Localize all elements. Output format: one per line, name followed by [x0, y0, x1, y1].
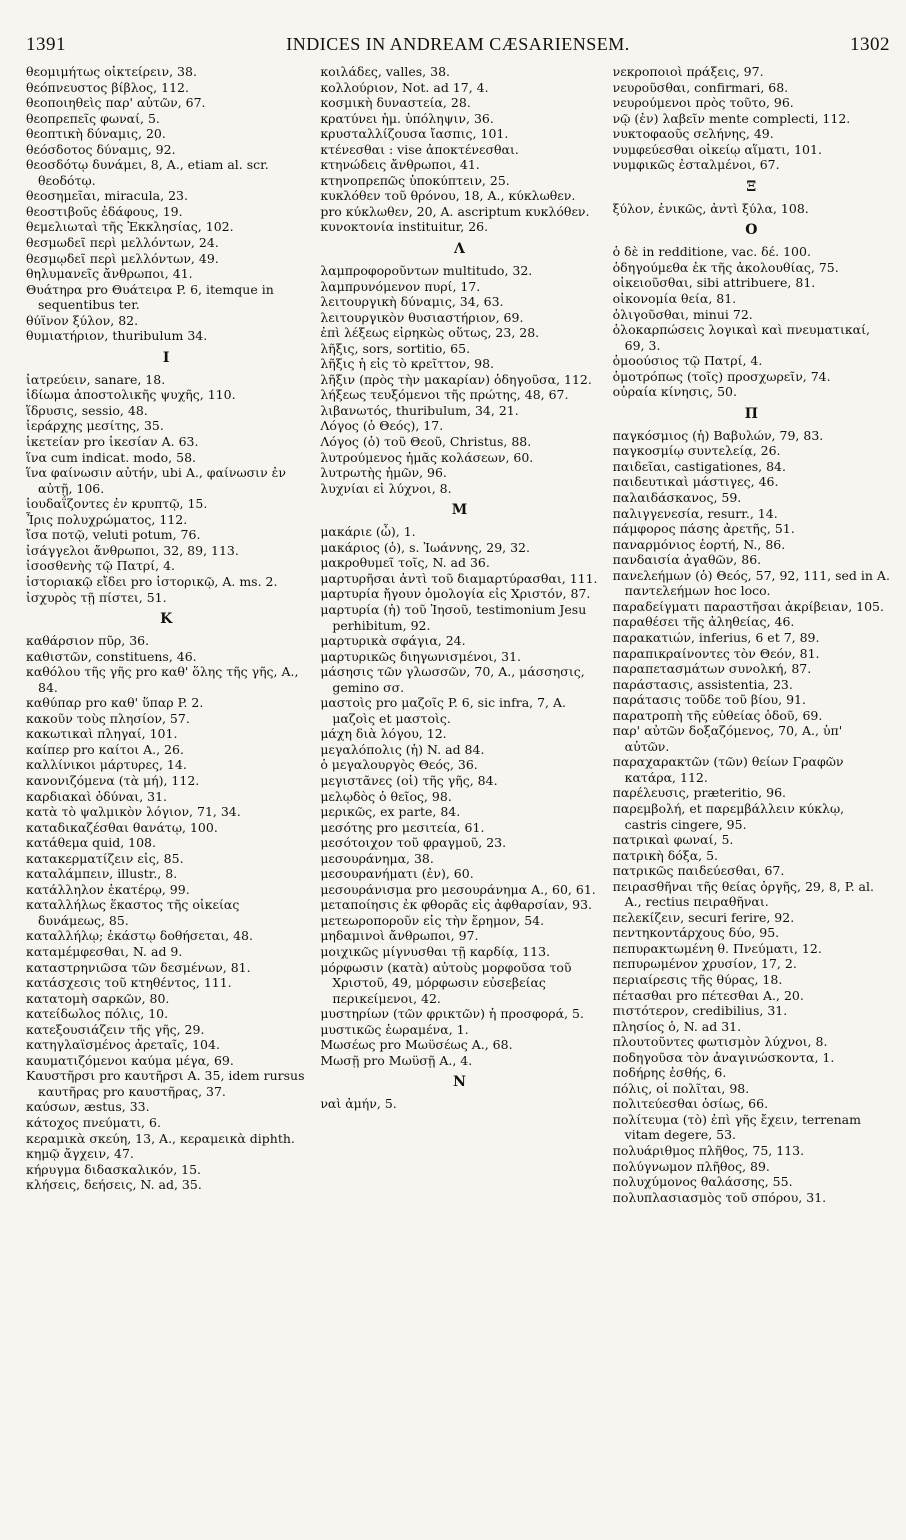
index-entry: παγκοσμίῳ συντελείᾳ, 26. — [612, 443, 781, 459]
index-column-3 — [613, 64, 890, 1205]
index-entry: πανελεήμων (ὁ) Θεός, 57, 92, 111, sed in A. παντελεήμων hoc loco. — [612, 567, 890, 599]
index-entry: μυστηρίων (τῶν φρικτῶν) ἡ προσφορά, 5. — [320, 1006, 584, 1022]
index-entry: μακάριος (ὁ), s. Ἰωάννης, 29, 32. — [320, 539, 530, 555]
index-entry: μαρτυρῆσαι ἀντὶ τοῦ διαμαρτύρασθαι, 111. — [320, 570, 598, 586]
section-letter: N — [453, 1074, 466, 1091]
index-entry: πολύγνωμον πλῆθος, 89. — [612, 1158, 770, 1174]
index-entry: καύσων, æstus, 33. — [26, 1099, 150, 1115]
index-column-2 — [320, 64, 598, 1205]
index-entry: κατάσχεσις τοῦ κτηθέντος, 111. — [26, 975, 232, 991]
index-entry: ὁμοούσιος τῷ Πατρί, 4. — [612, 353, 763, 369]
index-entry: μάχη διὰ λόγου, 12. — [320, 726, 447, 742]
index-entry: πανδαισία ἀγαθῶν, 86. — [612, 552, 762, 568]
index-entry: κτηνοπρεπῶς ὑποκύπτειν, 25. — [320, 172, 510, 188]
index-entry: καθύπαρ pro καθ' ὕπαρ P. 2. — [26, 695, 204, 711]
index-entry: καλλίνικοι μάρτυρες, 14. — [26, 757, 187, 773]
index-entry: κεραμικὰ σκεύη, 13, A., κεραμεικὰ diphth. — [26, 1130, 295, 1146]
index-entry: παραπικραίνοντες τὸν Θεόν, 81. — [612, 645, 820, 661]
index-entry: παλιγγενεσία, resurr., 14. — [612, 505, 778, 521]
index-entry: παράστασις, assistentia, 23. — [612, 676, 793, 692]
index-entry: ἰσοσθενὴς τῷ Πατρί, 4. — [26, 558, 176, 574]
index-entry: κυνοκτονία instituitur, 26. — [320, 219, 489, 235]
index-entry: κλήσεις, δεήσεις, N. ad, 35. — [26, 1177, 202, 1193]
index-entry: λήξεως τευξόμενοι τῆς πρώτης, 48, 67. — [320, 387, 569, 403]
left-page-number: 1391 — [26, 34, 66, 55]
index-entry: κρατύνει ἡμ. ὑπόληψιν, 36. — [320, 110, 494, 126]
index-entry: μυστικῶς ἑωραμένα, 1. — [320, 1021, 469, 1037]
index-entry: καταλλήλῳ; ἑκάστῳ δοθήσεται, 48. — [26, 928, 253, 944]
index-entry: ἵνα cum indicat. modo, 58. — [26, 449, 196, 465]
index-entry: ναὶ ἀμήν, 5. — [320, 1096, 397, 1112]
index-entry: μάσησις τῶν γλωσσῶν, 70, A., μάσσησις, gemino σσ. — [320, 664, 585, 695]
index-entry: λῆξιν (πρὸς τὴν μακαρίαν) ὁδηγοῦσα, 112. — [320, 371, 592, 387]
index-entry: καταστρηνιῶσα τῶν δεσμένων, 81. — [26, 959, 251, 975]
index-entry: Λόγος (ὁ) τοῦ Θεοῦ, Christus, 88. — [320, 434, 532, 450]
index-entry: ὁλοκαρπώσεις λογικαὶ καὶ πνευματικαί, 69, 3. — [612, 322, 870, 353]
index-entry: μεγιστᾶνες (οἱ) τῆς γῆς, 84. — [320, 772, 498, 788]
index-entry: κολλούριον, Not. ad 17, 4. — [320, 79, 489, 95]
index-entry: μοιχικῶς μίγνυσθαι τῇ καρδίᾳ, 113. — [320, 943, 551, 959]
index-entry: παράτασις τοῦδε τοῦ βίου, 91. — [612, 692, 806, 708]
index-entry: λῆξις ἡ εἰς τὸ κρεῖττον, 98. — [320, 356, 495, 372]
index-entry: πλησίος ὁ, N. ad 31. — [612, 1018, 742, 1034]
index-columns — [26, 64, 890, 1205]
index-entry: ὁ δὲ in redditione, vac. δέ. 100. — [612, 244, 811, 260]
index-entry: καταλλήλως ἕκαστος τῆς οἰκείας δυνάμεως, 85. — [26, 897, 240, 928]
index-entry: πεπυρωμένον χρυσίον, 17, 2. — [612, 956, 797, 972]
index-entry: κακωτικαὶ πληγαί, 101. — [26, 726, 178, 742]
section-letter: M — [451, 502, 468, 519]
index-entry: οἰκονομία θεία, 81. — [612, 291, 737, 307]
index-entry: καθιστῶν, constituens, 46. — [26, 648, 197, 664]
right-page-number: 1302 — [850, 34, 890, 55]
index-entry: μεγαλόπολις (ἡ) N. ad 84. — [320, 741, 485, 757]
index-entry: μεσουρανήματι (ἐν), 60. — [320, 866, 474, 882]
index-entry: κατὰ τὸ ψαλμικὸν λόγιον, 71, 34. — [26, 804, 241, 820]
index-entry: Μωσῇ pro Μωϋσῇ A., 4. — [320, 1052, 473, 1068]
index-entry: θεομιμήτως οἰκτείρειν, 38. — [26, 64, 197, 79]
index-entry: ὁμοτρόπως (τοῖς) προσχωρεῖν, 74. — [612, 368, 831, 384]
index-entry: λῆξις, sors, sortitio, 65. — [320, 340, 471, 356]
index-entry: Λόγος (ὁ Θεός), 17. — [320, 418, 444, 434]
index-entry: παρακατιών, inferius, 6 et 7, 89. — [612, 629, 820, 645]
index-entry: θεοσημεῖαι, miracula, 23. — [26, 188, 188, 204]
index-entry: μαρτυρικῶς διηγωνισμένοι, 31. — [320, 648, 522, 664]
index-entry: παναρμόνιος ἑορτή, N., 86. — [612, 536, 786, 552]
index-entry: ἰατρεύειν, sanare, 18. — [26, 371, 166, 387]
section-letter: Λ — [454, 241, 465, 258]
index-entry: πεπυρακτωμένη θ. Πνεύματι, 12. — [612, 940, 822, 956]
index-entry: πελεκίζειν, securi ferire, 92. — [612, 909, 795, 925]
index-entry: λαμπρυνόμενον πυρί, 17. — [320, 278, 481, 294]
section-letter: Π — [744, 405, 758, 422]
index-entry: μαρτυρικὰ σφάγια, 24. — [320, 633, 466, 649]
index-entry: ἐπὶ λέξεως εἰρηκὼς οὕτως, 23, 28. — [320, 325, 540, 341]
index-entry: ξύλον, ἑνικῶς, ἀντὶ ξύλα, 108. — [612, 200, 809, 216]
index-entry: pro κύκλωθεν, 20, A. ascriptum κυκλόθεν. — [320, 203, 590, 219]
index-entry: Καυστῆρσι pro καυτῆρσι A. 35, idem rursus καυτῆρας pro καυστῆρας, 37. — [26, 1068, 305, 1099]
index-entry: θεόσδοτος δύναμις, 92. — [26, 141, 176, 157]
index-column-1 — [26, 64, 306, 1205]
index-entry: μακροθυμεῖ τοῖς, N. ad 36. — [320, 555, 490, 571]
index-entry: πόλις, οἱ πολῖται, 98. — [612, 1080, 750, 1096]
index-entry: καταδικαζέσθαι θανάτῳ, 100. — [26, 819, 218, 835]
index-entry: κημῷ ἄγχειν, 47. — [26, 1146, 134, 1162]
index-entry: οὐραία κίνησις, 50. — [612, 384, 737, 400]
index-entry: μερικῶς, ex parte, 84. — [320, 804, 461, 820]
index-entry: ποδήρης ἐσθής, 6. — [612, 1065, 727, 1081]
index-entry: οἰκειοῦσθαι, sibi attribuere, 81. — [612, 275, 816, 291]
index-entry: θηλυμανεῖς ἄνθρωποι, 41. — [26, 266, 193, 282]
index-entry: παρατροπὴ τῆς εὐθείας ὁδοῦ, 69. — [612, 707, 823, 723]
index-entry: πολίτευμα (τὸ) ἐπὶ γῆς ἔχειν, terrenam vitam degere, 53. — [612, 1111, 861, 1143]
index-entry: μεσουράνημα, 38. — [320, 850, 434, 866]
index-entry: παιδεῖαι, castigationes, 84. — [612, 458, 786, 474]
index-entry: πεντηκοντάρχους δύο, 95. — [612, 925, 780, 941]
index-entry: παραπετασμάτων συνολκή, 87. — [612, 661, 812, 677]
index-entry: παγκόσμιος (ἡ) Βαβυλών, 79, 83. — [612, 427, 824, 443]
index-entry: καταλάμπειν, illustr., 8. — [26, 866, 178, 882]
index-entry: μεσότης pro μεσιτεία, 61. — [320, 819, 485, 835]
index-entry: νευρούμενοι πρὸς τοῦτο, 96. — [612, 95, 794, 111]
index-entry: νυκτοφαοῦς σελήνης, 49. — [612, 126, 774, 142]
index-entry: θεσμωδεῖ περὶ μελλόντων, 24. — [26, 235, 219, 251]
index-entry: ἱστοριακῷ εἴδει pro ἱστορικῷ, A. ms. 2. — [26, 573, 278, 589]
index-entry: κατατομὴ σαρκῶν, 80. — [26, 990, 170, 1006]
index-entry: παραχαρακτῶν (τῶν) θείων Γραφῶν κατάρα, 112. — [612, 754, 844, 785]
index-entry: θεοστιβοῦς ἐδάφους, 19. — [26, 203, 183, 219]
index-entry: κυκλόθεν τοῦ θρόνου, 18, A., κύκλωθεν. — [320, 188, 576, 204]
page-header — [26, 34, 890, 62]
index-entry: ὀλιγοῦσθαι, minui 72. — [612, 306, 753, 322]
index-entry: καίπερ pro καίτοι A., 26. — [26, 741, 184, 757]
index-entry: πολιτεύεσθαι ὁσίως, 66. — [612, 1096, 769, 1112]
index-entry: κατάλληλον ἑκατέρῳ, 99. — [26, 881, 190, 897]
index-entry: θεμελιωταὶ τῆς Ἐκκλησίας, 102. — [26, 219, 234, 235]
index-entry: πολυπλασιασμὸς τοῦ σπόρου, 31. — [612, 1189, 827, 1205]
index-entry: μηδαμινοὶ ἄνθρωποι, 97. — [320, 928, 479, 944]
index-entry: παρ' αὐτῶν δοξαζόμενος, 70, A., ὑπ' αὐτῶν. — [612, 723, 843, 754]
index-entry: παλαιδάσκανος, 59. — [612, 490, 742, 506]
index-entry: παρέλευσις, præteritio, 96. — [612, 785, 787, 801]
index-entry: παιδευτικαὶ μάστιγες, 46. — [612, 474, 779, 490]
index-entry: νυμφικῶς ἐσταλμένοι, 67. — [612, 157, 780, 173]
index-entry: θεσμῳδεῖ περὶ μελλόντων, 49. — [26, 250, 219, 266]
index-entry: κατακερματίζειν εἰς, 85. — [26, 850, 184, 866]
index-entry: θυμιατήριον, thuribulum 34. — [26, 328, 208, 344]
index-entry: ὁδηγούμεθα ἐκ τῆς ἀκολουθίας, 75. — [612, 259, 839, 275]
index-entry: κατάθεμα quid, 108. — [26, 835, 156, 851]
index-entry: ἵνα φαίνωσιν αὐτήν, ubi A., φαίνωσιν ἐν αὐτῇ, 106. — [26, 465, 286, 496]
index-entry: κατεξουσιάζειν τῆς γῆς, 29. — [26, 1021, 205, 1037]
index-entry: πατρικὴ δόξα, 5. — [612, 847, 719, 863]
index-entry: θεοποιηθεὶς παρ' αὐτῶν, 67. — [26, 95, 206, 111]
index-entry: πλουτοῦντες φωτισμὸν λύχνοι, 8. — [612, 1034, 828, 1050]
index-entry: μελῳδὸς ὁ θεῖος, 98. — [320, 788, 452, 804]
index-entry: πέτασθαι pro πέτεσθαι A., 20. — [612, 987, 804, 1003]
index-entry: ἱκετείαν pro ἱκεσίαν A. 63. — [26, 434, 199, 450]
index-entry: καθάρσιον πῦρ, 36. — [26, 633, 150, 649]
index-entry: θεόπνευστος βίβλος, 112. — [26, 79, 189, 95]
index-entry: κρυσταλλίζουσα ἴασπις, 101. — [320, 126, 509, 142]
index-entry: λιβανωτός, thuribulum, 34, 21. — [320, 402, 519, 418]
index-entry: νεκροποιοὶ πράξεις, 97. — [612, 64, 764, 79]
index-entry: μαρτυρία ἤγουν ὁμολογία εἰς Χριστόν, 87. — [320, 586, 591, 602]
index-entry: πιστότερον, credibilius, 31. — [612, 1003, 788, 1019]
index-entry: παραθέσει τῆς ἀληθείας, 46. — [612, 614, 795, 630]
index-entry: μαρτυρία (ἡ) τοῦ Ἰησοῦ, testimonium Jesu perhibitum, 92. — [320, 601, 587, 633]
index-entry: παραδείγματι παραστῆσαι ἀκρίβειαν, 105. — [612, 598, 884, 614]
index-entry: ἰδίωμα ἀποστολικῆς ψυχῆς, 110. — [26, 387, 236, 403]
index-entry: μαστοὶς pro μαζοῖς P. 6, sic infra, 7, A. μαζοὶς et μαστοὶς. — [320, 695, 567, 726]
section-letter: K — [160, 611, 173, 628]
index-entry: καρδιακαὶ ὀδύναι, 31. — [26, 788, 168, 804]
index-entry: μεσουράνισμα pro μεσουράνημα A., 60, 61. — [320, 881, 596, 897]
index-entry: πατρικαὶ φωναί, 5. — [612, 832, 734, 848]
index-entry: ἰσάγγελοι ἄνθρωποι, 32, 89, 113. — [26, 542, 239, 558]
index-entry: κακοῦν τοὺς πλησίον, 57. — [26, 710, 190, 726]
index-entry: ἰσχυρὸς τῇ πίστει, 51. — [26, 589, 167, 605]
index-entry: πάμφορος πάσης ἀρετῆς, 51. — [612, 521, 795, 537]
index-entry: νευροῦσθαι, confirmari, 68. — [612, 79, 789, 95]
index-entry: πολυάριθμος πλῆθος, 75, 113. — [612, 1143, 805, 1158]
index-entry: μόρφωσιν (κατὰ) αὐτοὺς μορφοῦσα τοῦ Χριστοῦ, 49, μόρφωσιν εὐσεβείας περικείμενοι, 42. — [320, 959, 572, 1006]
index-entry: κοσμικὴ δυναστεία, 28. — [320, 95, 471, 111]
index-entry: θεοπτικὴ δύναμις, 20. — [26, 126, 166, 142]
index-entry: θύϊνον ξύλον, 82. — [26, 312, 139, 328]
index-entry: καυματιζόμενοι καύμα μέγα, 69. — [26, 1052, 234, 1068]
index-entry: μακάριε (ὦ), 1. — [320, 524, 416, 540]
index-entry: κάτοχος πνεύματι, 6. — [26, 1115, 161, 1130]
index-entry: λυτρούμενος ἡμᾶς κολάσεων, 60. — [320, 449, 534, 465]
section-letter: O — [745, 222, 758, 239]
index-entry: ἵδρυσις, sessio, 48. — [26, 402, 148, 418]
index-entry: λυχνίαι εἰ λύχνοι, 8. — [320, 480, 452, 496]
index-entry: κτηνώδεις ἄνθρωποι, 41. — [320, 157, 480, 173]
index-entry: λειτουργικὸν θυσιαστήριον, 69. — [320, 309, 524, 325]
index-entry: κοιλάδες, valles, 38. — [320, 64, 451, 79]
index-entry: κατηγλαϊσμένος ἀρεταῖς, 104. — [26, 1037, 220, 1053]
section-letter: I — [162, 349, 170, 366]
index-entry: κανονιζόμενα (τὰ μή), 112. — [26, 772, 200, 788]
index-entry: νυμφεύεσθαι οἰκείῳ αἵματι, 101. — [612, 141, 822, 157]
index-entry: Μωσέως pro Μωϋσέως A., 68. — [320, 1037, 513, 1053]
index-entry: μετεωροποροῦν εἰς τὴν ἔρημον, 54. — [320, 912, 545, 928]
index-entry: κτένεσθαι : vise ἀποκτένεσθαι. — [320, 141, 519, 157]
index-entry: λαμπροφοροῦντων multitudo, 32. — [320, 263, 533, 279]
index-entry: παρεμβολή, et παρεμβάλλειν κύκλῳ, castris cingere, 95. — [612, 800, 845, 832]
index-entry: περιαίρεσις τῆς θύρας, 18. — [612, 971, 783, 987]
index-entry: κήρυγμα διδασκαλικόν, 15. — [26, 1161, 202, 1177]
index-entry: πατρικῶς παιδεύεσθαι, 67. — [612, 863, 785, 879]
section-letter: Ξ — [746, 178, 757, 195]
index-entry: ἰουδαΐζοντες ἐν κρυπτῷ, 15. — [26, 496, 208, 512]
index-entry: μεσότοιχον τοῦ φραγμοῦ, 23. — [320, 835, 507, 851]
index-entry: κατείδωλος πόλις, 10. — [26, 1006, 169, 1022]
index-entry: θεοσδότῳ δυνάμει, 8, A., etiam al. scr. θεοδότῳ. — [26, 157, 269, 188]
index-entry: καταμέμφεσθαι, N. ad 9. — [26, 943, 183, 959]
index-entry: Ἶρις πολυχρώματος, 112. — [26, 511, 188, 527]
index-entry: νῷ (ἐν) λαβεῖν mente complecti, 112. — [612, 110, 851, 126]
index-entry: Θυάτηρα pro Θυάτειρα P. 6, itemque in sequentibus ter. — [26, 281, 274, 313]
index-entry: λειτουργικὴ δύναμις, 34, 63. — [320, 294, 504, 310]
running-title: INDICES IN ANDREAM CÆSARIENSEM. — [286, 34, 630, 54]
index-entry: καθόλου τῆς γῆς pro καθ' ὅλης τῆς γῆς, A., 84. — [26, 664, 299, 695]
index-entry: ὁ μεγαλουργὸς Θεός, 36. — [320, 757, 478, 773]
index-entry: ἴσα ποτῷ, veluti potum, 76. — [26, 527, 201, 543]
index-entry: μεταποίησις ἐκ φθορᾶς εἰς ἀφθαρσίαν, 93. — [320, 897, 593, 913]
index-entry: ἱεράρχης μεσίτης, 35. — [26, 418, 164, 434]
index-entry: ποδηγοῦσα τὸν ἀναγινώσκοντα, 1. — [612, 1049, 835, 1065]
index-entry: λυτρωτὴς ἡμῶν, 96. — [320, 465, 447, 481]
index-entry: πολυχύμονος θαλάσσης, 55. — [612, 1174, 793, 1190]
index-entry: πειρασθῆναι τῆς θείας ὀργῆς, 29, 8, P. al. A., rectius πειραθῆναι. — [612, 878, 874, 910]
index-entry: θεοπρεπεῖς φωναί, 5. — [26, 110, 160, 126]
